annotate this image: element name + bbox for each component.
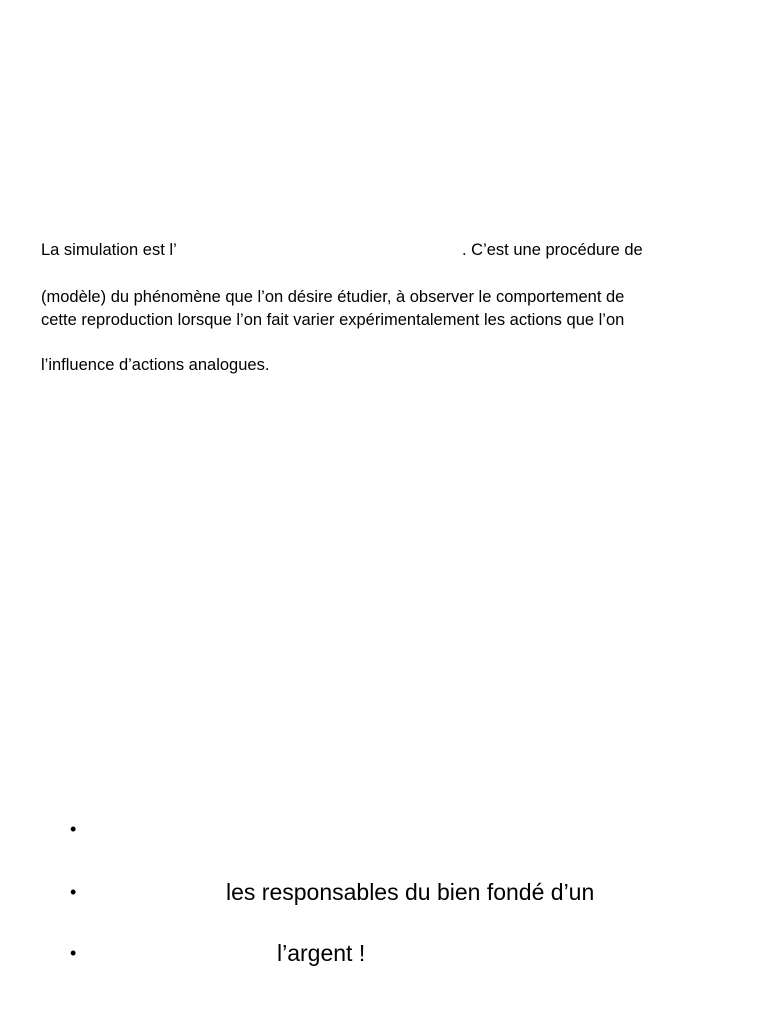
bullet-marker: • <box>70 882 77 902</box>
bullet-text: l’argent ! <box>277 940 366 966</box>
paragraph-line-1-start: La simulation est l’ <box>41 241 177 259</box>
paragraph-line-2: (modèle) du phénomène que l’on désire étudier, à observer le comportement de <box>41 288 625 306</box>
paragraph-line-4: l’influence d’actions analogues. <box>41 356 270 374</box>
bullet-marker: • <box>70 943 77 963</box>
bullet-text: les responsables du bien fondé d’un <box>226 879 595 905</box>
paragraph-line-3: cette reproduction lorsque l’on fait varier expérimentalement les actions que l’on <box>41 311 625 329</box>
bullet-marker: • <box>70 819 77 839</box>
paragraph-line-1-end: . C’est une procédure de <box>462 241 643 259</box>
